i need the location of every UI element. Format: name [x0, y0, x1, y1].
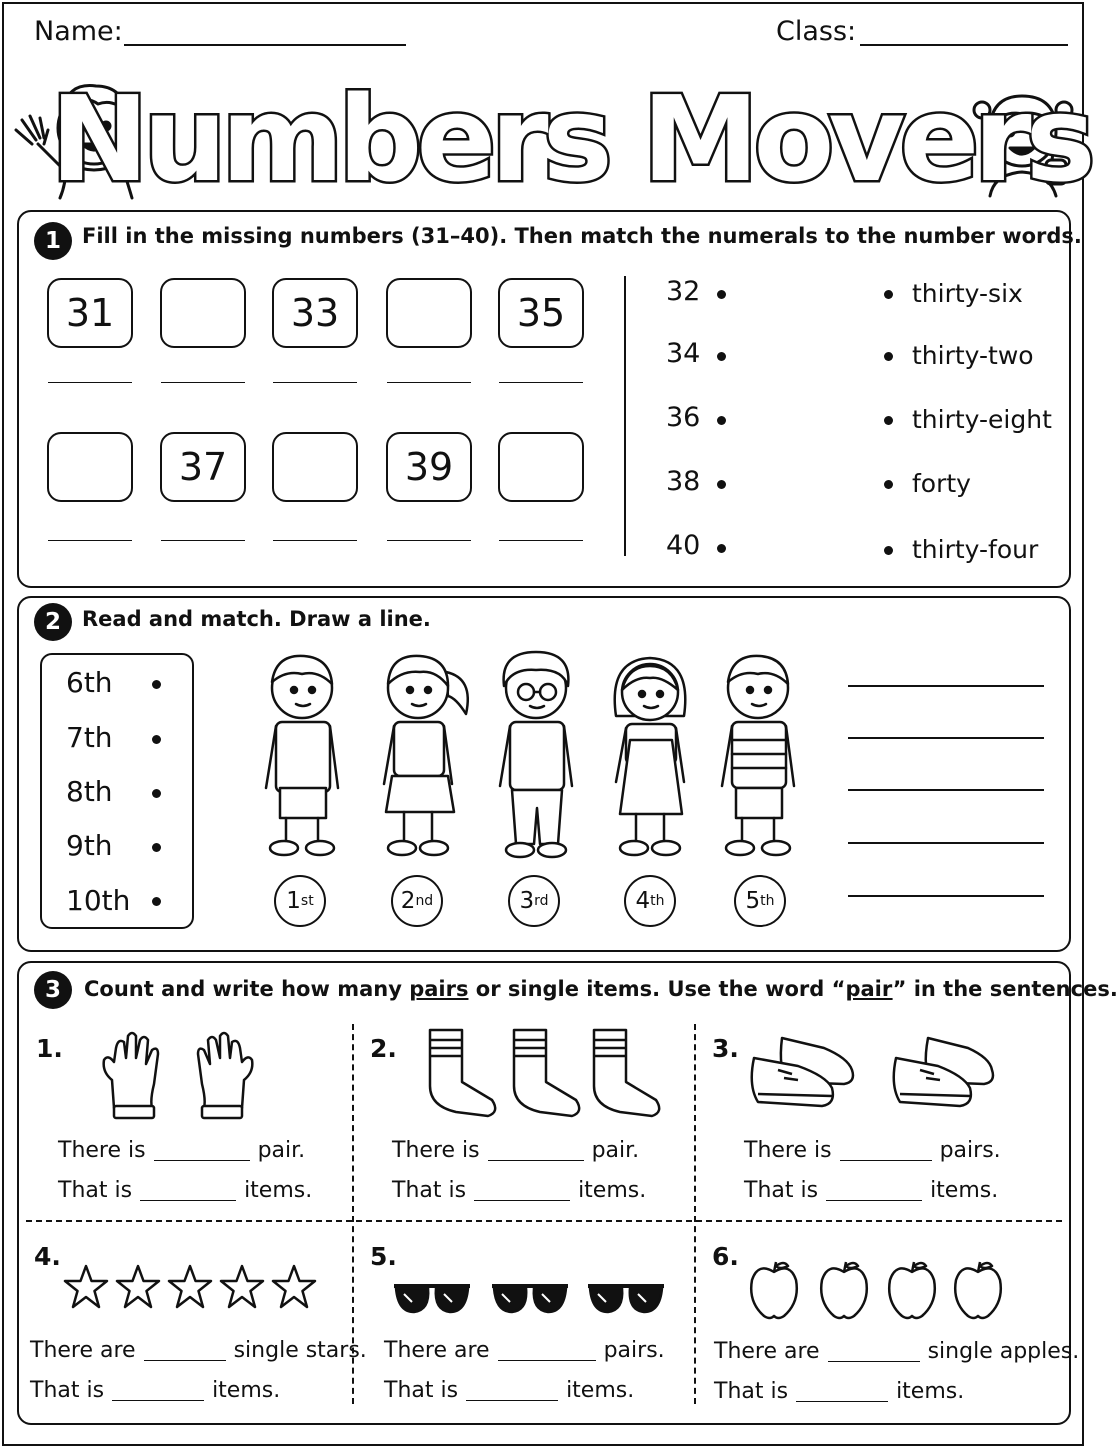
ordinal-label: 6th: [66, 666, 113, 699]
column-divider: [694, 1024, 696, 1404]
sentence-text: That is: [392, 1178, 467, 1203]
position-circle: [508, 875, 560, 927]
match-dot[interactable]: [152, 897, 161, 906]
section-3-badge: 3: [34, 971, 72, 1009]
answer-line[interactable]: [848, 895, 1044, 897]
number-box: 37: [160, 432, 246, 502]
sentence-line: [384, 1378, 634, 1403]
match-dot[interactable]: [152, 789, 161, 798]
number-box-empty[interactable]: [498, 432, 584, 502]
answer-blank[interactable]: [474, 1200, 570, 1201]
sunglasses-icon: [392, 1280, 668, 1320]
position-suffix: th: [650, 893, 665, 909]
instruction-text: Count and write how many: [84, 977, 410, 1001]
match-dot[interactable]: [884, 416, 893, 425]
number-box-empty[interactable]: [272, 432, 358, 502]
sentence-text: single stars.: [233, 1338, 367, 1363]
section-2-instruction: Read and match. Draw a line.: [82, 607, 431, 631]
answer-blank[interactable]: [466, 1400, 558, 1401]
boy-glasses-figure: [492, 648, 582, 868]
position-number: 2: [400, 888, 416, 914]
section-1-panel: [17, 210, 1071, 588]
ordinal-label: 7th: [66, 721, 113, 754]
section-1-divider: [624, 276, 626, 556]
word-writing-line[interactable]: [48, 382, 132, 383]
ordinal-label: 8th: [66, 775, 113, 808]
position-suffix: nd: [415, 893, 434, 909]
row-divider: [26, 1220, 1062, 1222]
section-3-instruction: [84, 977, 1118, 1001]
match-dot[interactable]: [152, 680, 161, 689]
sentence-text: There is: [58, 1138, 146, 1163]
number-box-empty[interactable]: [386, 278, 472, 348]
sentence-text: pair.: [591, 1138, 640, 1163]
answer-blank[interactable]: [796, 1401, 888, 1402]
position-suffix: st: [300, 893, 314, 909]
match-dot[interactable]: [152, 843, 161, 852]
position-suffix: rd: [534, 893, 549, 909]
shoe-icon: [748, 1030, 998, 1114]
answer-blank[interactable]: [828, 1361, 920, 1362]
question-number: 4.: [34, 1242, 61, 1271]
word-writing-line[interactable]: [499, 540, 583, 541]
sentence-line: [30, 1378, 280, 1403]
instruction-emphasis: pair: [845, 977, 893, 1001]
sentence-text: That is: [384, 1378, 459, 1403]
answer-blank[interactable]: [488, 1160, 584, 1161]
match-dot[interactable]: [717, 480, 726, 489]
match-numeral: 34: [666, 338, 701, 369]
match-word: thirty-eight: [912, 405, 1052, 434]
word-writing-line[interactable]: [387, 540, 471, 541]
sentence-text: items.: [212, 1378, 281, 1403]
answer-blank[interactable]: [154, 1160, 250, 1161]
answer-blank[interactable]: [144, 1360, 226, 1361]
match-dot[interactable]: [884, 290, 893, 299]
sentence-line: [58, 1138, 305, 1163]
class-label: Class:: [776, 16, 857, 47]
sentence-text: items.: [566, 1378, 635, 1403]
match-dot[interactable]: [717, 352, 726, 361]
name-field[interactable]: [124, 44, 406, 46]
star-icon: [62, 1264, 322, 1314]
glove-icon: [98, 1030, 258, 1122]
sentence-line: [714, 1379, 964, 1404]
worksheet-title: [50, 62, 1090, 208]
word-writing-line[interactable]: [499, 382, 583, 383]
sentence-line: [392, 1138, 639, 1163]
question-number: 3.: [712, 1034, 739, 1063]
sentence-text: pair.: [257, 1138, 306, 1163]
instruction-emphasis: pairs: [409, 977, 469, 1001]
sentence-text: That is: [714, 1379, 789, 1404]
ordinal-label: 9th: [66, 829, 113, 862]
sentence-text: There is: [392, 1138, 480, 1163]
word-writing-line[interactable]: [387, 382, 471, 383]
word-writing-line[interactable]: [273, 540, 357, 541]
position-number: 4: [635, 888, 651, 914]
match-word: thirty-six: [912, 279, 1023, 308]
section-2-badge: 2: [34, 603, 72, 641]
word-writing-line[interactable]: [161, 540, 245, 541]
match-numeral: 38: [666, 466, 701, 497]
match-dot[interactable]: [717, 416, 726, 425]
sentence-text: pairs.: [939, 1138, 1001, 1163]
question-number: 6.: [712, 1242, 739, 1271]
match-numeral: 36: [666, 402, 701, 433]
match-dot[interactable]: [717, 544, 726, 553]
match-dot[interactable]: [884, 546, 893, 555]
match-dot[interactable]: [717, 290, 726, 299]
match-word: forty: [912, 469, 971, 498]
position-number: 1: [286, 888, 301, 914]
apple-icon: [748, 1258, 1008, 1320]
answer-line[interactable]: [848, 685, 1044, 687]
number-box: 33: [272, 278, 358, 348]
match-numeral: 40: [666, 530, 701, 561]
sentence-text: There is: [744, 1138, 832, 1163]
match-dot[interactable]: [884, 352, 893, 361]
boy-striped-shirt-figure: [714, 648, 804, 868]
section-1-badge: 1: [34, 222, 72, 260]
number-box: 35: [498, 278, 584, 348]
svg-text:Numbers Movers: Numbers Movers: [50, 70, 1090, 208]
match-word: thirty-four: [912, 535, 1039, 564]
number-box-empty[interactable]: [160, 278, 246, 348]
sentence-line: [714, 1339, 1079, 1364]
sentence-line: [744, 1178, 998, 1203]
answer-blank[interactable]: [140, 1200, 236, 1201]
word-writing-line[interactable]: [48, 540, 132, 541]
sentence-text: That is: [744, 1178, 819, 1203]
answer-blank[interactable]: [498, 1360, 596, 1361]
answer-line[interactable]: [848, 842, 1044, 844]
match-dot[interactable]: [884, 480, 893, 489]
position-circle: [734, 875, 786, 927]
class-field[interactable]: [860, 44, 1068, 46]
sentence-text: items.: [578, 1178, 647, 1203]
instruction-text: or single items. Use the word “: [468, 977, 846, 1001]
girl-dress-figure: [606, 650, 696, 870]
sentence-text: There are: [714, 1339, 820, 1364]
sentence-text: items.: [896, 1379, 965, 1404]
number-box-empty[interactable]: [47, 432, 133, 502]
match-word: thirty-two: [912, 341, 1034, 370]
section-1-instruction: Fill in the missing numbers (31–40). Then match the numerals to the number words.: [82, 224, 1082, 248]
answer-blank[interactable]: [840, 1160, 932, 1161]
sentence-text: single apples.: [927, 1339, 1080, 1364]
sentence-line: [744, 1138, 1001, 1163]
name-label: Name:: [34, 16, 123, 47]
sentence-text: There are: [30, 1338, 136, 1363]
girl-ponytail-figure: [376, 648, 476, 868]
word-writing-line[interactable]: [161, 382, 245, 383]
sentence-text: That is: [30, 1378, 105, 1403]
number-box: 39: [386, 432, 472, 502]
sentence-text: items.: [244, 1178, 313, 1203]
match-numeral: 32: [666, 276, 701, 307]
position-circle: [274, 875, 326, 927]
sentence-line: [30, 1338, 367, 1363]
answer-blank[interactable]: [826, 1200, 922, 1201]
position-suffix: th: [760, 893, 775, 909]
position-circle: [624, 875, 676, 927]
sentence-line: [58, 1178, 312, 1203]
boy-child-figure: [258, 648, 348, 868]
ordinal-label: 10th: [66, 884, 131, 917]
position-number: 3: [519, 888, 535, 914]
answer-line[interactable]: [848, 737, 1044, 739]
sentence-text: That is: [58, 1178, 133, 1203]
question-number: 1.: [36, 1034, 63, 1063]
number-box: 31: [47, 278, 133, 348]
question-number: 5.: [370, 1242, 397, 1271]
sentence-text: There are: [384, 1338, 490, 1363]
word-writing-line[interactable]: [273, 382, 357, 383]
sentence-text: pairs.: [603, 1338, 665, 1363]
sock-icon: [426, 1026, 662, 1120]
answer-blank[interactable]: [112, 1400, 204, 1401]
answer-line[interactable]: [848, 789, 1044, 791]
sentence-text: items.: [930, 1178, 999, 1203]
question-number: 2.: [370, 1034, 397, 1063]
position-number: 5: [745, 888, 761, 914]
position-circle: [391, 875, 443, 927]
instruction-text: ” in the sentences.: [892, 977, 1118, 1001]
match-dot[interactable]: [152, 735, 161, 744]
sentence-line: [384, 1338, 665, 1363]
sentence-line: [392, 1178, 646, 1203]
